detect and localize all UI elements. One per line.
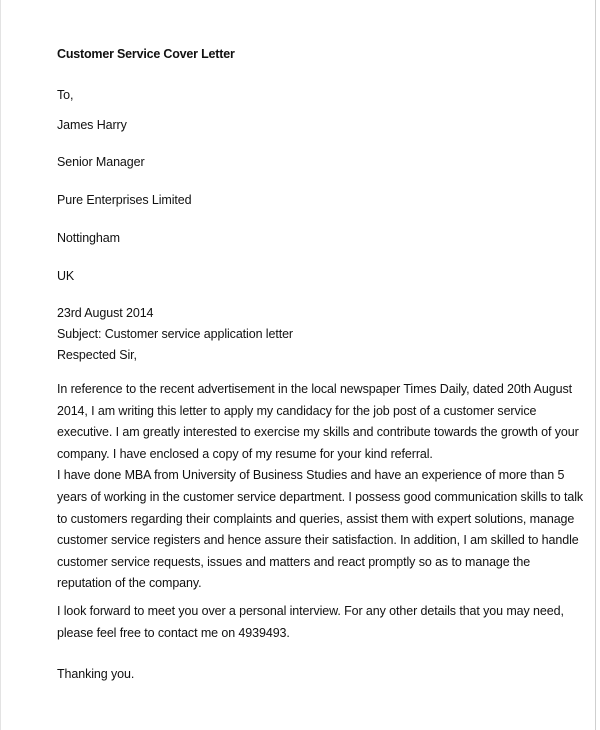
letter-date: 23rd August 2014 xyxy=(57,306,154,320)
body-line: company. I have enclosed a copy of my resume for your kind referral. xyxy=(57,446,433,461)
letter-greeting: Respected Sir, xyxy=(57,348,137,362)
body-line: to customers regarding their complaints and queries, assist them with expert solutions, manage xyxy=(57,511,575,526)
sign-off: Thanking you. xyxy=(57,667,135,681)
recipient-title: Senior Manager xyxy=(57,155,145,169)
body-line: executive. I am greatly interested to exercise my skills and contribute towards the growth of your xyxy=(57,425,579,440)
body-line: 2014, I am writing this letter to apply my candidacy for the job post of a customer service xyxy=(57,403,537,418)
body-line: customer service registers and hence assure their satisfaction. In addition, I am skilled to handle xyxy=(57,533,579,548)
closing-line: please feel free to contact me on 4939493. xyxy=(57,625,290,640)
recipient-name: James Harry xyxy=(57,118,127,132)
letter-body xyxy=(57,379,584,595)
closing-line: I look forward to meet you over a personal interview. For any other details that you may need, xyxy=(57,604,564,618)
recipient-country: UK xyxy=(57,269,75,283)
body-line: customer service requests, issues and matters and react promptly so as to manage the xyxy=(57,554,531,569)
body-line: reputation of the company. xyxy=(57,576,202,591)
recipient-company: Pure Enterprises Limited xyxy=(57,193,192,207)
document-title: Customer Service Cover Letter xyxy=(57,47,235,61)
body-line: I have done MBA from University of Business Studies and have an experience of more than 5 xyxy=(57,468,565,483)
body-line: In reference to the recent advertisement in the local newspaper Times Daily, dated 20th August xyxy=(57,382,572,396)
salutation-to: To, xyxy=(57,88,74,102)
letter-closing xyxy=(57,601,564,644)
letter-subject: Subject: Customer service application letter xyxy=(57,327,293,341)
recipient-city: Nottingham xyxy=(57,231,120,245)
body-line: years of working in the customer service department. I possess good communication skills to talk xyxy=(57,489,584,504)
